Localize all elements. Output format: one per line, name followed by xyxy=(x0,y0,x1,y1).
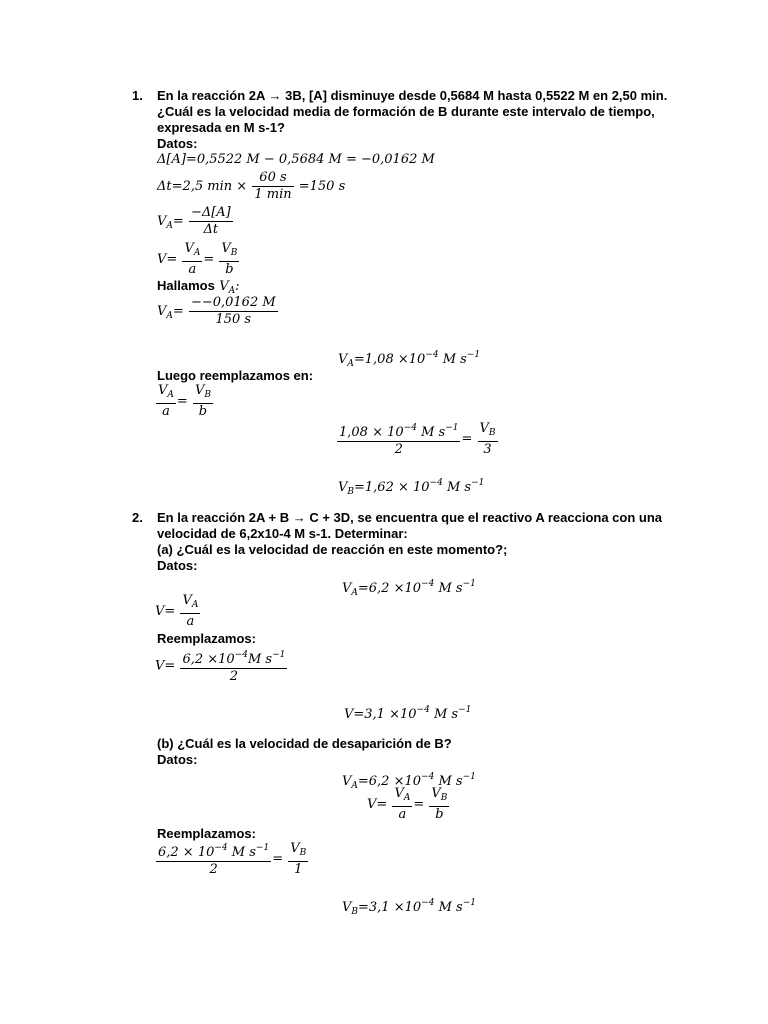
problem-1-statement-line-3: expresada en M s-1? xyxy=(157,120,285,135)
result-rate-b: $V_B=1,62 \times 10^{-4}$ M $s^{-1}$ xyxy=(338,478,485,497)
equation-rate-a-definition: $V_A=$ $\frac{-\Delta[A]}{\Delta t}$ xyxy=(157,205,231,237)
problem-2-datos-b-label: Datos: xyxy=(157,752,198,767)
given-rate-a: $V_A=6,2 \times 10^{-4}$ M $s^{-1}$ xyxy=(342,579,476,598)
equation-rate-relation-2: $\frac{V_A}{a}$ = $\frac{V_B}{b}$ xyxy=(158,383,211,419)
equation-reaction-rate-substitution: V= $\frac{6,2 \times 10^{-4}M s^{-1}}{2}$ xyxy=(155,647,288,685)
problem-2-statement-line-1: En la reacción 2A + B → C + 3D, se encuentra que el reactivo A reacciona con una xyxy=(157,510,663,525)
problem-1-statement-line-2: ¿Cuál es la velocidad media de formación de B durante este intervalo de tiempo, xyxy=(157,104,655,119)
equation-reaction-rate: V= $\frac{V_A}{a}$ xyxy=(155,593,199,629)
equation-substitution-b: $\frac{1,08 \times 10^{-4} M s^{-1}}{2}$ = $\frac{V_B}{3}$ xyxy=(339,420,496,457)
reemplazamos-label-b: Reemplazamos: xyxy=(157,826,256,841)
problem-2-question-a: (a) ¿Cuál es la velocidad de reacción en este momento?; xyxy=(157,542,508,557)
problem-2-question-b: (b) ¿Cuál es la velocidad de desaparición de B? xyxy=(157,736,452,751)
problem-2-datos-label: Datos: xyxy=(157,558,198,573)
given-rate-a-b: $V_A=6,2 \times 10^{-4}$ M $s^{-1}$ xyxy=(342,772,476,791)
reemplazamos-label-a: Reemplazamos: xyxy=(157,631,256,646)
equation-substitution-b-2: $\frac{6,2 \times 10^{-4} M s^{-1}}{2}$ = $\frac{V_B}{1}$ xyxy=(158,840,307,877)
equation-rate-a-substitution: $V_A=$ $\frac{--0,0162 M}{150 s}$ xyxy=(157,295,276,327)
luego-reemplazamos-label: Luego reemplazamos en: xyxy=(157,368,314,383)
problem-2-statement-line-2: velocidad de 6,2x10-4 M s-1. Determinar: xyxy=(157,526,408,541)
equation-delta-concentration: Δ[A]=0,5522 M − 0,5684 M = −0,0162 M xyxy=(157,152,435,167)
problem-1-number: 1. xyxy=(132,88,143,103)
hallamos-line: Hallamos $V_A$: xyxy=(157,278,240,296)
problem-1-datos-label: Datos: xyxy=(157,136,198,151)
result-rate-a: $V_A=1,08 \times 10^{-4}$ M $s^{-1}$ xyxy=(338,350,481,369)
problem-1-statement-line-1: En la reacción 2A → 3B, [A] disminuye desde 0,5684 M hasta 0,5522 M en 2,50 min. xyxy=(157,88,668,103)
equation-rate-relation-3: V= $\frac{V_A}{a}$ = $\frac{V_B}{b}$ xyxy=(367,786,448,822)
equation-rate-relation: V= $\frac{V_A}{a}$ = $\frac{V_B}{b}$ xyxy=(157,241,238,277)
result-rate-b-2: $V_B=3,1 \times 10^{-4}$ M $s^{-1}$ xyxy=(342,898,476,917)
problem-2-number: 2. xyxy=(132,510,143,525)
equation-delta-time: Δt=2,5 min × $\frac{60 s}{1 \min}$ =150 s xyxy=(157,170,346,202)
result-reaction-rate: $V=3,1 \times 10^{-4}$ M $s^{-1}$ xyxy=(344,705,472,722)
